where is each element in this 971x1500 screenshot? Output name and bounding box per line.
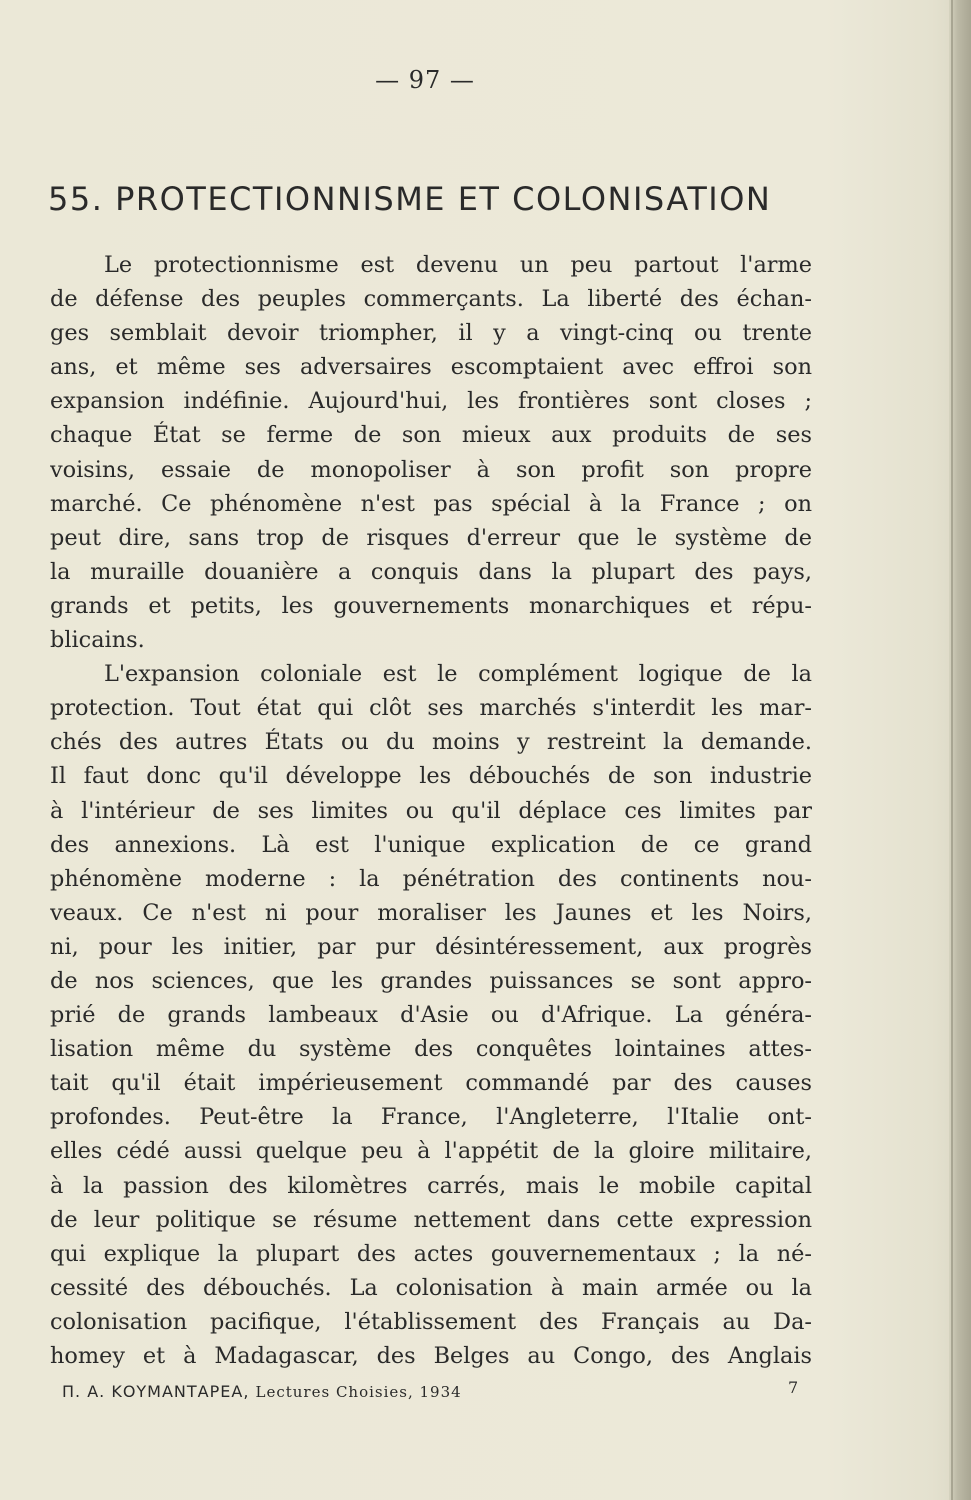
text-line: L'expansion coloniale est le complément logique de la bbox=[104, 661, 812, 688]
paragraph-1 bbox=[50, 248, 812, 657]
text-line: des annexions. Là est l'unique explication de ce grand bbox=[50, 831, 812, 858]
text-line: prié de grands lambeaux d'Asie ou d'Afrique. La généra- bbox=[50, 1002, 812, 1029]
text-line: marché. Ce phénomène n'est pas spécial à la France ; on bbox=[50, 490, 812, 517]
text-line: grands et petits, les gouvernements monarchiques et répu- bbox=[50, 592, 812, 619]
text-line: la muraille douanière a conquis dans la plupart des pays, bbox=[50, 558, 812, 585]
text-line: chaque État se ferme de son mieux aux produits de ses bbox=[50, 422, 812, 449]
footer-credit bbox=[62, 1382, 462, 1401]
paragraph-2 bbox=[50, 657, 812, 1373]
text-line: ans, et même ses adversaires escomptaient avec effroi son bbox=[50, 354, 812, 381]
page-number: — 97 — bbox=[375, 66, 475, 94]
text-line: de leur politique se résume nettement dans cette expression bbox=[50, 1206, 812, 1233]
text-line: ni, pour les initier, par pur désintéressement, aux progrès bbox=[50, 933, 812, 960]
text-line: cessité des débouchés. La colonisation à main armée ou la bbox=[50, 1274, 812, 1301]
text-line: profondes. Peut-être la France, l'Angleterre, l'Italie ont- bbox=[50, 1104, 812, 1131]
footer-author: Π. Α. ΚΟΥΜΑΝΤΑΡΕΑ, bbox=[62, 1382, 250, 1401]
text-line: ges semblait devoir triompher, il y a vingt-cinq ou trente bbox=[50, 320, 812, 347]
text-line: qui explique la plupart des actes gouvernementaux ; la né- bbox=[50, 1240, 812, 1267]
page-edge-line bbox=[951, 0, 953, 1500]
text-line: colonisation pacifique, l'établissement des Français au Da- bbox=[50, 1308, 812, 1335]
text-line: de nos sciences, que les grandes puissances se sont appro- bbox=[50, 967, 812, 994]
footer-series: Lectures Choisies, 1934 bbox=[255, 1383, 462, 1401]
text-line: homey et à Madagascar, des Belges au Congo, des Anglais bbox=[50, 1343, 812, 1369]
text-line: à la passion des kilomètres carrés, mais le mobile capital bbox=[50, 1172, 812, 1199]
body-text bbox=[50, 248, 812, 1373]
text-line: Il faut donc qu'il développe les débouchés de son industrie bbox=[50, 763, 812, 790]
signature-mark: 7 bbox=[788, 1378, 799, 1397]
text-line: phénomène moderne : la pénétration des continents nou- bbox=[50, 865, 812, 892]
text-line: veaux. Ce n'est ni pour moraliser les Jaunes et les Noirs, bbox=[50, 899, 812, 926]
text-line: expansion indéfinie. Aujourd'hui, les frontières sont closes ; bbox=[50, 388, 812, 415]
text-line: Le protectionnisme est devenu un peu partout l'arme bbox=[104, 252, 812, 278]
text-line: chés des autres États ou du moins y restreint la demande. bbox=[50, 729, 812, 756]
text-line: lisation même du système des conquêtes lointaines attes- bbox=[50, 1036, 812, 1063]
text-line: blicains. bbox=[50, 627, 145, 654]
text-line: elles cédé aussi quelque peu à l'appétit de la gloire militaire, bbox=[50, 1138, 812, 1165]
text-line: tait qu'il était impérieusement commandé par des causes bbox=[50, 1070, 812, 1097]
text-line: peut dire, sans trop de risques d'erreur que le système de bbox=[50, 524, 812, 551]
text-line: voisins, essaie de monopoliser à son profit son propre bbox=[50, 456, 812, 483]
section-title: 55. PROTECTIONNISME ET COLONISATION bbox=[48, 180, 772, 218]
text-line: de défense des peuples commerçants. La liberté des échan- bbox=[50, 286, 812, 313]
text-line: protection. Tout état qui clôt ses marchés s'interdit les mar- bbox=[50, 695, 812, 722]
text-line: à l'intérieur de ses limites ou qu'il déplace ces limites par bbox=[50, 797, 812, 824]
